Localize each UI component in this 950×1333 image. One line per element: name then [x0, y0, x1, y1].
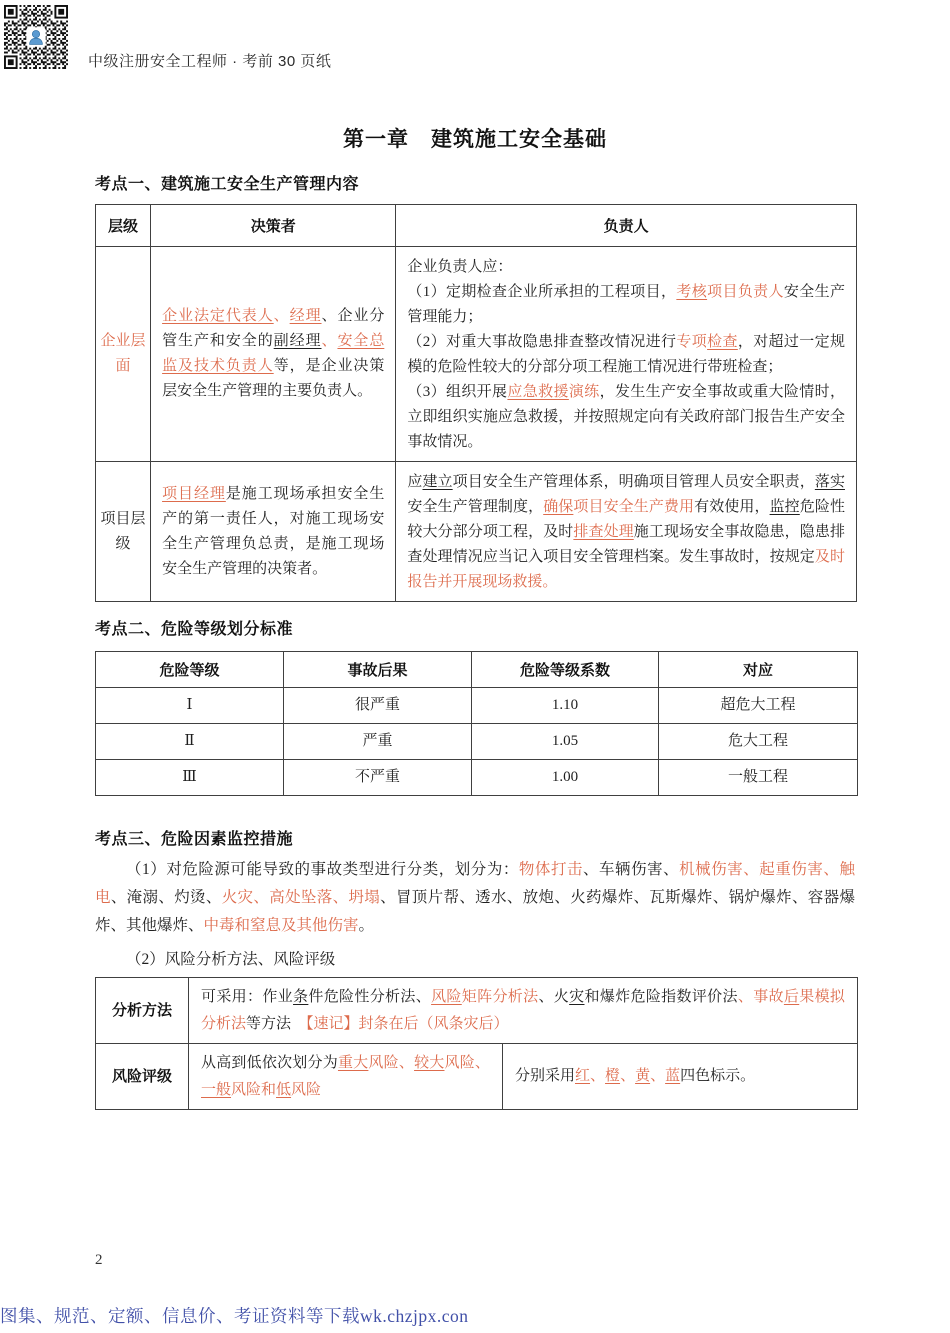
table-management — [95, 204, 857, 602]
page-number: 2 — [95, 1252, 103, 1268]
level-cell: 企业层面 — [96, 247, 151, 462]
chapter-title: 第一章 建筑施工安全基础 — [343, 128, 607, 151]
cell-coefficient: 1.00 — [472, 760, 659, 796]
qr-finder-top-left — [4, 5, 20, 21]
cell-mapping: 超危大工程 — [659, 688, 858, 724]
col-header: 危险等级系数 — [472, 652, 659, 688]
cell-mapping: 危大工程 — [659, 724, 858, 760]
qr-finder-bottom-left — [4, 53, 20, 69]
brand-text: 中级注册安全工程师 · 考前 30 页纸 — [88, 53, 332, 70]
table-row — [96, 462, 857, 602]
col-header: 危险等级 — [96, 652, 284, 688]
cell-grade: Ⅲ — [96, 760, 284, 796]
table-row — [96, 724, 858, 760]
qr-code — [4, 5, 68, 69]
table-row — [96, 1044, 858, 1110]
table-risk-analysis — [95, 977, 858, 1110]
col-header: 负责人 — [396, 205, 857, 247]
section-heading-k1: 考点一、建筑施工安全生产管理内容 — [95, 176, 360, 193]
risk-rating-levels-cell: 从高到低依次划分为重大风险、较大风险、一般风险和低风险 — [189, 1044, 503, 1110]
section-heading-k2: 考点二、危险等级划分标准 — [95, 621, 294, 638]
cell-coefficient: 1.10 — [472, 688, 659, 724]
decision-maker-cell: 项目经理是施工现场承担安全生产的第一责任人，对施工现场安全生产管理负总责，是施工现场安全生产管理的决策者。 — [151, 462, 396, 602]
level-cell: 项目层级 — [96, 462, 151, 602]
analysis-method-cell: 可采用：作业条件危险性分析法、风险矩阵分析法、火灾和爆炸危险指数评价法、事故后果模拟分析法等方法 【速记】封条在后（风条灾后） — [189, 978, 858, 1044]
responsible-cell: 应建立项目安全生产管理体系，明确项目管理人员安全职责，落实安全生产管理制度，确保项目安全生产费用有效使用，监控危险性较大分部分项工程，及时排查处理施工现场安全事故隐患，隐患排查处理情况应当记入项目安全管理档案。发生事故时，按规定及时报告并开展现场救援。 — [396, 462, 857, 602]
table-header-row — [96, 652, 858, 688]
cell-consequence: 不严重 — [284, 760, 472, 796]
cell-mapping: 一般工程 — [659, 760, 858, 796]
table-row — [96, 760, 858, 796]
col-header: 对应 — [659, 652, 858, 688]
paragraph-accident-types: （1）对危险源可能导致的事故类型进行分类，划分为：物体打击、车辆伤害、机械伤害、起重伤害、触电、淹溺、灼烫、火灾、高处坠落、坍塌、冒顶片帮、透水、放炮、火药爆炸、瓦斯爆炸、锅炉爆炸、容器爆炸、其他爆炸、中毒和窒息及其他伤害。 — [95, 861, 855, 934]
col-header: 事故后果 — [284, 652, 472, 688]
k3-paragraphs — [95, 856, 855, 974]
col-header: 层级 — [96, 205, 151, 247]
table-row — [96, 247, 857, 462]
col-header: 决策者 — [151, 205, 396, 247]
paragraph-risk-methods: （2）风险分析方法、风险评级 — [126, 951, 336, 968]
responsible-cell: 企业负责人应： （1）定期检查企业所承担的工程项目，考核项目负责人安全生产管理能力； （2）对重大事故隐患排查整改情况进行专项检查，对超过一定规模的危险性较大的分部分项工程施工情况进行带班检查； （3）组织开展应急救援演练，发生生产安全事故或重大险情时，立即组织实施应急救援，并按照规定向有关政府部门报告生产安全事故情况。 — [396, 247, 857, 462]
qr-finder-top-right — [52, 5, 68, 21]
risk-rating-colors-cell: 分别采用红、橙、黄、蓝四色标示。 — [503, 1044, 858, 1110]
cell-consequence: 很严重 — [284, 688, 472, 724]
row-label-analysis-method: 分析方法 — [96, 978, 189, 1044]
table-row — [96, 688, 858, 724]
row-label-risk-rating: 风险评级 — [96, 1044, 189, 1110]
table-row — [96, 978, 858, 1044]
footer-download-link[interactable]: 图集、规范、定额、信息价、考证资料等下载wk.chzjpx.con — [0, 1306, 469, 1326]
decision-maker-cell: 企业法定代表人、经理、企业分管生产和安全的副经理、安全总监及技术负责人等，是企业决策层安全生产管理的主要负责人。 — [151, 247, 396, 462]
cell-consequence: 严重 — [284, 724, 472, 760]
section-heading-k3: 考点三、危险因素监控措施 — [95, 831, 294, 848]
cell-grade: Ⅱ — [96, 724, 284, 760]
cell-coefficient: 1.05 — [472, 724, 659, 760]
person-icon — [26, 27, 45, 46]
cell-grade: Ⅰ — [96, 688, 284, 724]
table-danger-levels — [95, 651, 858, 796]
table-header-row — [96, 205, 857, 247]
